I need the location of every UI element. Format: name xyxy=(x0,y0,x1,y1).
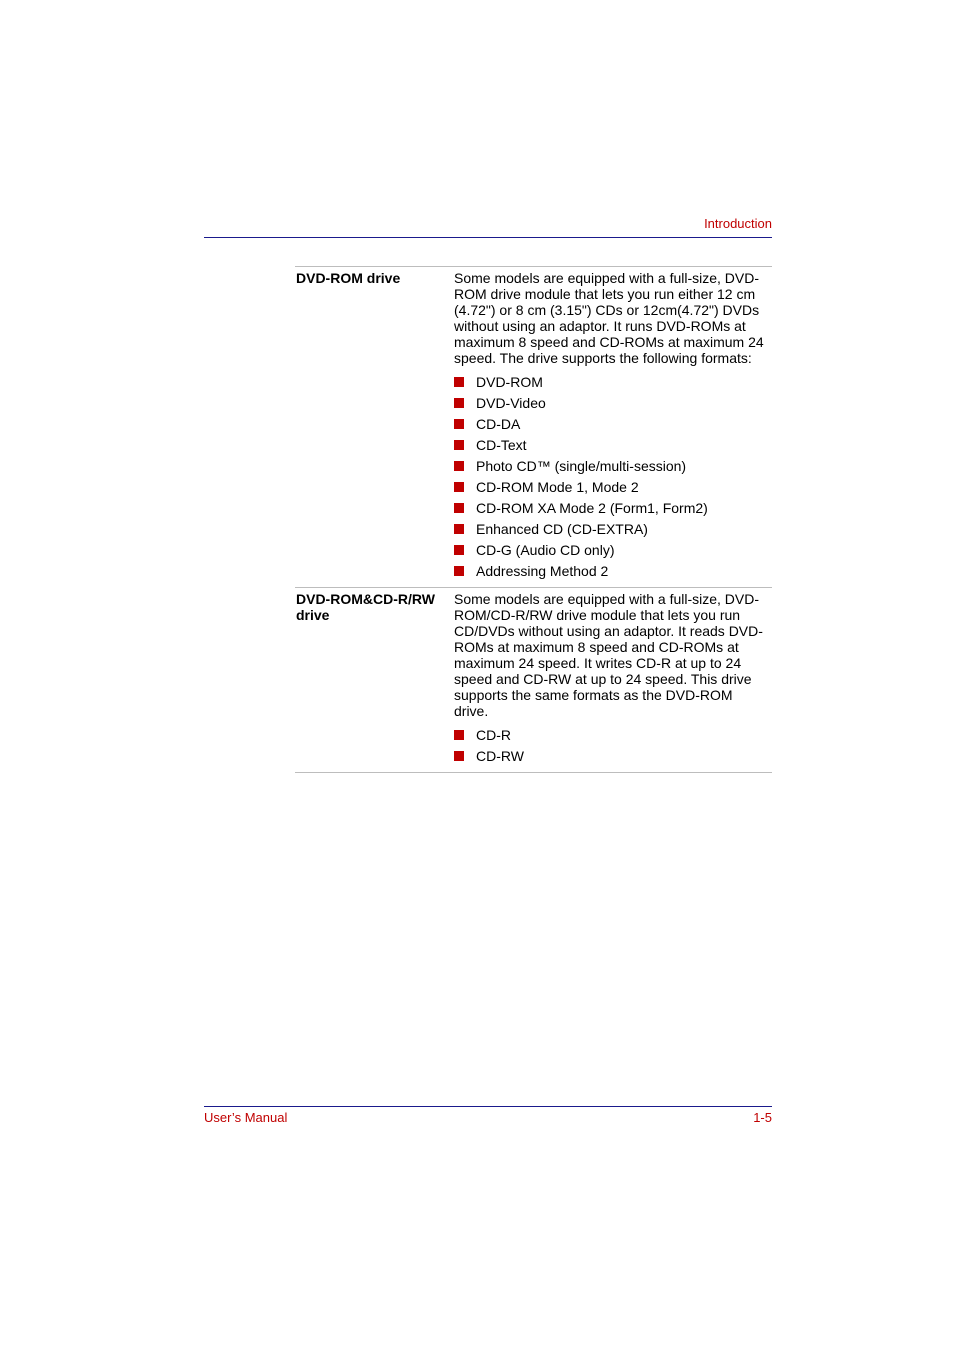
list-item xyxy=(454,518,772,539)
format-list xyxy=(454,724,772,766)
list-item xyxy=(454,745,772,766)
list-item xyxy=(454,371,772,392)
footer-divider xyxy=(204,1106,772,1107)
list-item xyxy=(454,434,772,455)
square-bullet-icon xyxy=(454,377,464,387)
square-bullet-icon xyxy=(454,482,464,492)
square-bullet-icon xyxy=(454,419,464,429)
square-bullet-icon xyxy=(454,730,464,740)
list-item xyxy=(454,413,772,434)
table-row xyxy=(295,587,772,773)
list-item xyxy=(454,392,772,413)
footer-page-number: 1-5 xyxy=(753,1110,772,1125)
square-bullet-icon xyxy=(454,440,464,450)
list-item xyxy=(454,560,772,581)
table-row xyxy=(295,266,772,587)
list-item-text: Enhanced CD (CD-EXTRA) xyxy=(476,520,648,537)
list-item-text: Addressing Method 2 xyxy=(476,562,609,579)
footer-manual-name: User’s Manual xyxy=(204,1110,288,1125)
square-bullet-icon xyxy=(454,566,464,576)
list-item xyxy=(454,455,772,476)
format-list xyxy=(454,371,772,581)
square-bullet-icon xyxy=(454,524,464,534)
list-item-text: CD-ROM XA Mode 2 (Form1, Form2) xyxy=(476,499,708,516)
list-item-text: CD-Text xyxy=(476,436,527,453)
list-item-text: CD-R xyxy=(476,726,511,743)
list-item-text: CD-DA xyxy=(476,415,521,432)
list-item-text: CD-ROM Mode 1, Mode 2 xyxy=(476,478,639,495)
list-item-text: Photo CD™ (single/multi-session) xyxy=(476,457,687,474)
list-item xyxy=(454,497,772,518)
list-item xyxy=(454,724,772,745)
square-bullet-icon xyxy=(454,545,464,555)
list-item-text: DVD-Video xyxy=(476,394,546,411)
row-label: DVD-ROM drive xyxy=(296,270,401,286)
header-section-title: Introduction xyxy=(704,216,772,231)
square-bullet-icon xyxy=(454,461,464,471)
row-body xyxy=(454,270,772,581)
header-divider xyxy=(204,237,772,238)
row-description: Some models are equipped with a full-size, DVD-ROM drive module that lets you run either 12 cm (4.72") or 8 cm (3.15") CDs or 12cm(4.72") DVDs without using an adaptor. It runs DVD-ROMs at maximum 8 speed and CD-ROMs at maximum 24 speed. The drive supports the following formats: xyxy=(454,270,764,366)
list-item xyxy=(454,539,772,560)
square-bullet-icon xyxy=(454,503,464,513)
square-bullet-icon xyxy=(454,751,464,761)
square-bullet-icon xyxy=(454,398,464,408)
list-item-text: CD-G (Audio CD only) xyxy=(476,541,615,558)
row-description: Some models are equipped with a full-size, DVD-ROM/CD-R/RW drive module that lets you run CD/DVDs without using an adaptor. It reads DVD-ROMs at maximum 8 speed and CD-ROMs at maximum 24 speed. It writes CD-R at up to 24 speed and CD-RW at up to 24 speed. This drive supports the same formats as the DVD-ROM drive. xyxy=(454,591,763,719)
list-item xyxy=(454,476,772,497)
row-label: DVD-ROM&CD-R/RW drive xyxy=(296,591,435,623)
list-item-text: CD-RW xyxy=(476,747,524,764)
list-item-text: DVD-ROM xyxy=(476,373,543,390)
spec-table xyxy=(295,266,772,773)
row-body xyxy=(454,591,772,766)
